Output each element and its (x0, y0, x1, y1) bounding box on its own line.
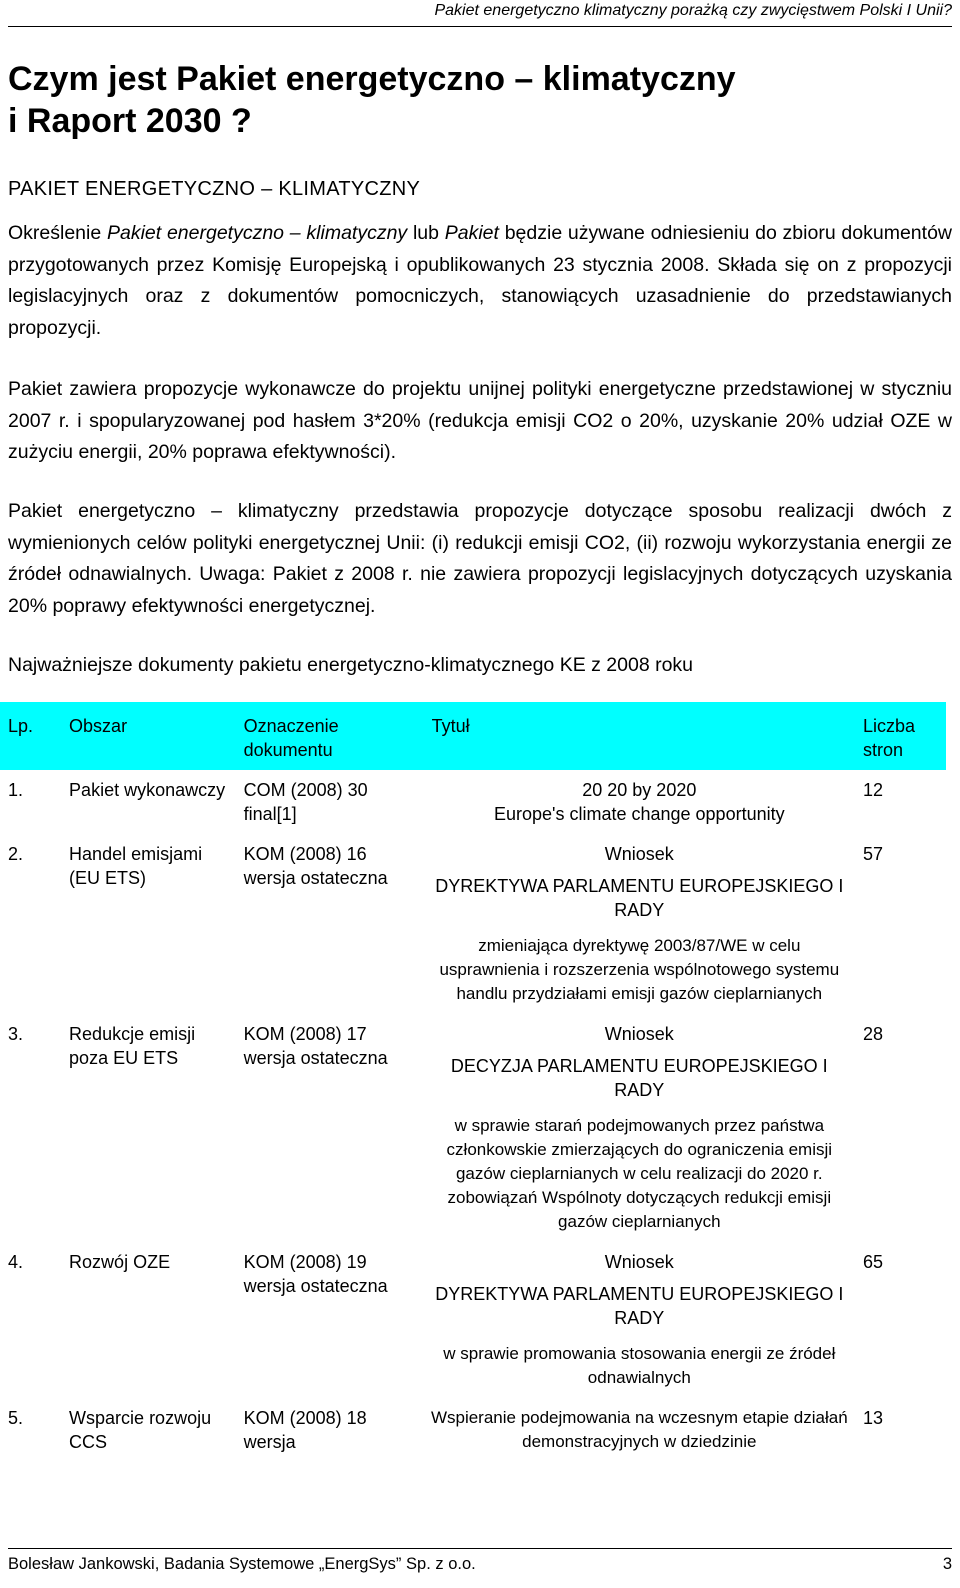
title-line: Europe's climate change opportunity (493, 804, 785, 824)
title-description: w sprawie starań podejmowanych przez państwa członkowskie zmierzających do ograniczenia emisji gazów cieplarnianych w celu realizacji do 2020 r. zobowiązań Wspólnoty dotyczących redukcji emisji gazów cieplarnianych (446, 1116, 833, 1231)
title-description: Wspieranie podejmowania na wczesnym etapie działań demonstracyjnych w dziedzinie (430, 1408, 848, 1451)
cell-lp: 1. (8, 780, 24, 800)
page-title-line1: Czym jest Pakiet energetyczno – klimatyczny (8, 60, 736, 98)
title-description: w sprawie promowania stosowania energii ze źródeł odnawialnych (443, 1344, 836, 1387)
table-caption: Najważniejsze dokumenty pakietu energetyczno-klimatycznego KE z 2008 roku (8, 654, 694, 676)
cell-doc: KOM (2008) 18 wersja (243, 1408, 367, 1452)
title-act: DECYZJA PARLAMENTU EUROPEJSKIEGO I RADY (450, 1056, 828, 1100)
table-header-row (0, 702, 946, 770)
table-row (0, 1014, 946, 1242)
paragraph-proposals: Pakiet energetyczno – klimatyczny przedstawia propozycje dotyczące sposobu realizacji dwóch z wymienionych celów polityki energetycznej Unii: (i) redukcji emisji CO2, (ii) rozwoju wykorzystania energii ze źródeł odnawialnych. Uwaga: Pakiet z 2008 r. nie zawiera propozycji legislacyjnych dotyczących uzyskania 20% poprawy efektywności energetycznej. (8, 500, 952, 617)
cell-title (420, 1398, 855, 1462)
cell-area: Rozwój OZE (69, 1252, 171, 1272)
cell-lp: 2. (8, 844, 24, 864)
paragraph1-text-a: Określenie (8, 222, 107, 244)
cell-doc: KOM (2008) 17 wersja ostateczna (243, 1024, 388, 1068)
paragraph1-text-c: będzie używane odniesieniu do zbioru dokumentów przygotowanych przez Komisję Europejską i opublikowanych 23 stycznia 2008. Składa się on z propozycji legislacyjnych oraz z dokumentów pomocniczych, stanowiących uzasadnienie do przedstawianych propozycji. (8, 222, 952, 339)
cell-area: Wsparcie rozwoju CCS (69, 1408, 212, 1452)
paragraph1-italic-b: Pakiet (444, 222, 499, 244)
cell-pages: 28 (863, 1024, 884, 1044)
cell-title (420, 1014, 855, 1242)
running-header (8, 0, 952, 27)
documents-table (0, 702, 946, 1462)
running-header-title: Pakiet energetyczno klimatyczny porażką czy zwycięstwem Polski I Unii? (434, 2, 952, 19)
cell-doc: KOM (2008) 19 wersja ostateczna (243, 1252, 388, 1296)
cell-area: Pakiet wykonawczy (69, 780, 226, 800)
page-title-line2: i Raport 2030 ? (8, 102, 252, 140)
header-title: Tytuł (420, 702, 855, 770)
title-act: DYREKTYWA PARLAMENTU EUROPEJSKIEGO I RADY (435, 1284, 844, 1328)
paragraph-definition (8, 218, 952, 344)
page-title (8, 58, 948, 142)
cell-doc: KOM (2008) 16 wersja ostateczna (243, 844, 388, 888)
title-description: zmieniająca dyrektywę 2003/87/WE w celu usprawnienia i rozszerzenia wspólnotowego systemu handlu przydziałami emisji gazów cieplarnianych (439, 936, 840, 1003)
cell-title (420, 770, 855, 834)
paragraph1-text-b: lub (407, 222, 445, 244)
table-row (0, 1242, 946, 1398)
table-row (0, 770, 946, 834)
table-row (0, 1398, 946, 1462)
title-kind: Wniosek (604, 844, 674, 864)
header-pages: Liczba stron (855, 702, 946, 770)
section-heading: PAKIET ENERGETYCZNO – KLIMATYCZNY (8, 178, 421, 200)
paragraph-contents: Pakiet zawiera propozycje wykonawcze do projektu unijnej polityki energetyczne przedstawionej w styczniu 2007 r. i spopularyzowanej pod hasłem 3*20% (redukcja emisji CO2 o 20%, uzyskanie 20% udział OZE w zużyciu energii, 20% poprawa efektywności). (8, 378, 952, 463)
cell-title (420, 834, 855, 1014)
paragraph1-italic-a: Pakiet energetyczno – klimatyczny (106, 222, 408, 244)
cell-pages: 65 (863, 1252, 884, 1272)
header-lp: Lp. (0, 702, 61, 770)
cell-lp: 3. (8, 1024, 24, 1044)
title-kind: Wniosek (604, 1252, 674, 1272)
cell-area: Redukcje emisji poza EU ETS (69, 1024, 196, 1068)
header-doc: Oznaczenie dokumentu (236, 702, 420, 770)
table-row (0, 834, 946, 1014)
cell-lp: 4. (8, 1252, 24, 1272)
title-act: DYREKTYWA PARLAMENTU EUROPEJSKIEGO I RADY (435, 876, 844, 920)
cell-area: Handel emisjami (EU ETS) (69, 844, 203, 888)
footer-author: Bolesław Jankowski, Badania Systemowe „EnergSys” Sp. z o.o. (8, 1555, 476, 1573)
title-kind: Wniosek (604, 1024, 674, 1044)
cell-pages: 12 (863, 780, 884, 800)
header-area: Obszar (61, 702, 236, 770)
cell-pages: 57 (863, 844, 884, 864)
cell-lp: 5. (8, 1408, 24, 1428)
cell-doc: COM (2008) 30 final[1] (243, 780, 368, 824)
cell-title (420, 1242, 855, 1398)
title-line: 20 20 by 2020 (582, 780, 697, 800)
cell-pages: 13 (863, 1408, 884, 1428)
page-footer (8, 1548, 952, 1574)
page-number: 3 (942, 1555, 952, 1573)
